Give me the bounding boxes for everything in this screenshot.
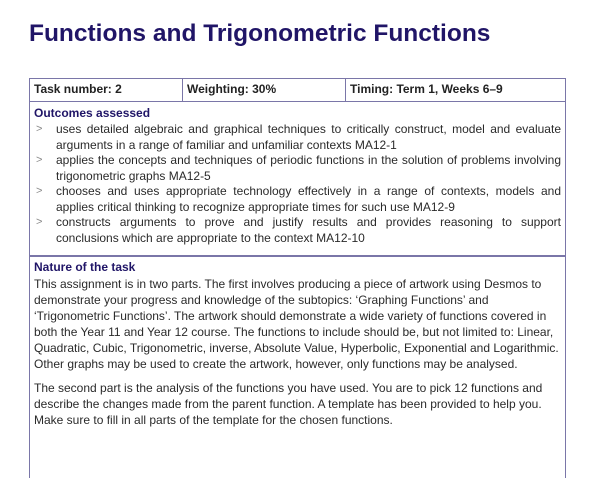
timing: Timing: Term 1, Weeks 6–9 — [350, 82, 503, 96]
weighting: Weighting: 30% — [183, 79, 346, 101]
nature-paragraph: The second part is the analysis of the functions you have used. You are to pick 12 functions and describe the changes made from the parent function. A template has been provided to help you. Make sure to fill in all parts of the template for the chosen functions. — [34, 381, 543, 427]
task-info-row — [30, 79, 565, 102]
nature-paragraph: This assignment is in two parts. The first involves producing a piece of artwork using Desmos to demonstrate your progress and knowledge of the subtopics: ‘Graphing Functions’ and ‘Trigonometric Functions’. The artwork should demonstrate a wide variety of functions covered in both the Year 11 and Year 12 course. The functions to include should be, but not limited to: Linear, Quadratic, Cubic, Trigonometric, inverse, Absolute Value, Hyperbolic, Exponential and Logarithmic. Other graphs may be used to create the artwork, however, only functions may be analysed. — [34, 277, 559, 371]
outcome-text: constructs arguments to prove and justify results and provides reasoning to support conclusions which are appropriate to the context MA12-10 — [56, 215, 561, 245]
chevron-right-icon: > — [36, 216, 43, 228]
chevron-right-icon: > — [36, 123, 43, 135]
outcome-text: applies the concepts and techniques of periodic functions in the solution of problems involving trigonometric graphs MA12-5 — [56, 153, 561, 183]
task-table — [29, 78, 566, 478]
chevron-right-icon: > — [36, 185, 43, 197]
outcome-text: uses detailed algebraic and graphical techniques to critically construct, model and evaluate arguments in a range of familiar and unfamiliar contexts MA12-1 — [56, 122, 561, 152]
nature-heading: Nature of the task — [34, 260, 136, 274]
chevron-right-icon: > — [36, 154, 43, 166]
outcomes-heading: Outcomes assessed — [34, 106, 151, 120]
outcome-item — [34, 122, 561, 153]
outcome-item — [34, 184, 561, 215]
outcome-item — [34, 215, 561, 246]
task-number: Task number: 2 — [30, 79, 183, 101]
outcome-text: chooses and uses appropriate technology effectively in a range of contexts, models and applies critical thinking to recognize appropriate times for such use MA12-9 — [56, 184, 561, 214]
outcomes-list — [30, 122, 565, 246]
page-title: Functions and Trigonometric Functions — [29, 20, 491, 47]
outcome-item — [34, 153, 561, 184]
